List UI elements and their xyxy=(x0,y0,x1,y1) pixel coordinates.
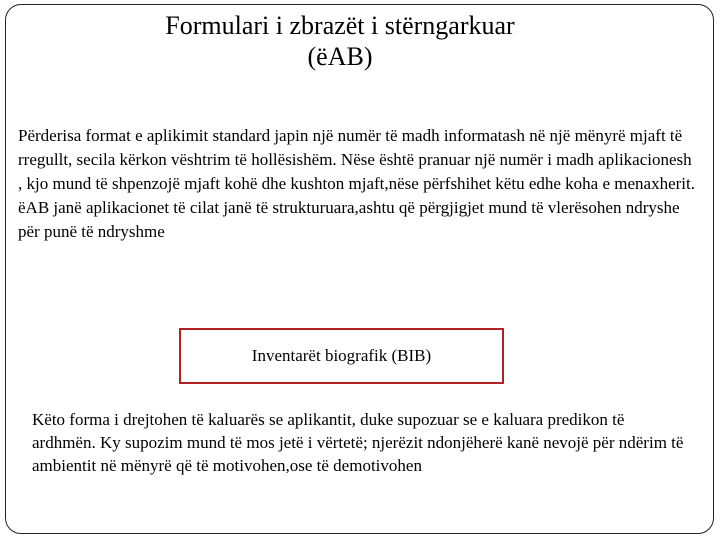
title-line-1: Formulari i zbrazët i stërngarkuar xyxy=(165,11,515,40)
bib-heading-label: Inventarët biografik (BIB) xyxy=(251,346,432,365)
bib-heading-box xyxy=(179,328,504,384)
title-line-2: (ëAB) xyxy=(307,42,373,71)
bib-paragraph: Këto forma i drejtohen të kaluarës se aplikantit, duke supozuar se e kaluara predikon të ardhmën. Ky supozim mund të mos jetë i vërtetë; njerëzit ndonjëherë kanë nevojë për ndërim të ambientit në mënyrë që të motivohen,ose të demotivohen xyxy=(32,410,684,475)
slide-title xyxy=(60,10,620,72)
intro-paragraph: Përderisa format e aplikimit standard japin një numër të madh informatash në një mënyrë mjaft të rregullt, secila kërkon vështrim të hollësishëm. Nëse është pranuar një numër i madh aplikacionesh , kjo mund të shpenzojë mjaft kohë dhe kushton mjaft,nëse përfshihet këtu edhe koha e menaxherit. ëAB janë aplikacionet të cilat janë të strukturuara,ashtu që përgjigjet mund të vlerësohen ndryshe për punë të ndryshme xyxy=(18,126,695,241)
